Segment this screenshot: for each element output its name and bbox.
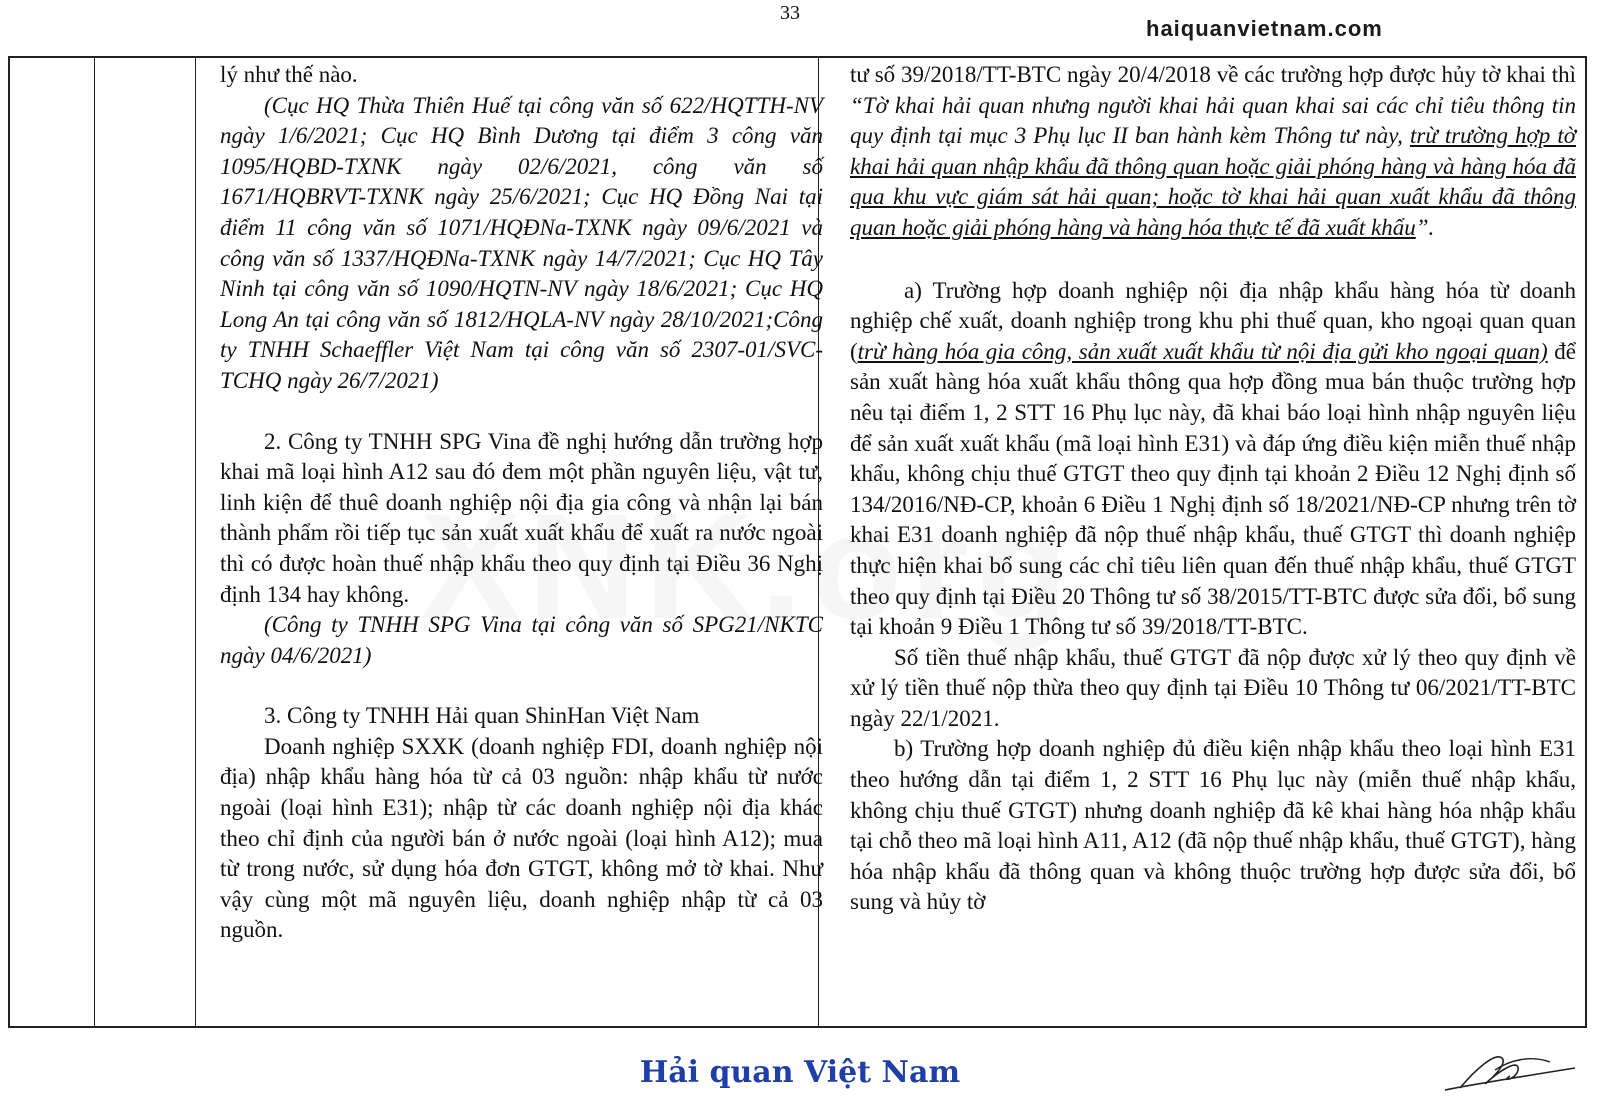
right-p1-start: tư số 39/2018/TT-BTC ngày 20/4/2018 về các trường hợp được hủy tờ khai thì [850,62,1576,87]
right-paragraph-a [850,276,1576,643]
right-pa-start: a) Trường hợp doanh nghiệp nội địa nhập khẩu hàng hóa từ doanh nghiệp chế xuất, doanh nghiệp trong khu phi thuế quan, kho ngoại quan quan ( [850,277,1576,364]
document-table [8,56,1587,1028]
site-url: haiquanvietnam.com [1146,16,1383,41]
right-paragraph-b: b) Trường hợp doanh nghiệp đủ điều kiện nhập khẩu theo loại hình E31 theo hướng dẫn tại điểm 1, 2 STT 16 Phụ lục này (miễn thuế nhập khẩu, không chịu thuế GTGT) nhưng doanh nghiệp đã kê khai hàng hóa nhập khẩu tại chỗ theo mã loại hình A11, A12 (đã nộp thuế nhập khẩu, thuế GTGT), hàng hóa nhập khẩu đã thông quan và không thuộc trường hợp được sửa đổi, bổ sung và hủy tờ [850,736,1576,915]
right-pa-end: để sản xuất hàng hóa xuất khẩu thông qua hợp đồng mua bán thuộc trường hợp nêu tại điểm 1, 2 STT 16 Phụ lục này, đã khai báo loại hình nhập nguyên liệu để sản xuất xuất khẩu (mã loại hình E31) và đáp ứng điều kiện miễn thuế nhập khẩu, không chịu thuế GTGT theo quy định tại khoản 2 Điều 12 Nghị định số 134/2016/NĐ-CP, khoản 6 Điều 1 Nghị định số 18/2021/NĐ-CP nhưng trên tờ khai E31 doanh nghiệp đã nộp thuế nhập khẩu, thuế GTGT thì doanh nghiệp thực hiện khai bổ sung các chỉ tiêu liên quan đến thuế nhập khẩu, thuế GTGT theo quy định tại Điều 20 Thông tư số 38/2015/TT-BTC được sửa đổi, bổ sung tại khoản 9 Điều 1 Thông tư số 39/2018/TT-BTC. [850,338,1576,640]
right-paragraph-1 [850,60,1576,244]
left-column [206,60,831,946]
left-item-2: 2. Công ty TNHH SPG Vina đề nghị hướng dẫn trường hợp khai mã loại hình A12 sau đó đem một phần nguyên liệu, vật tư, linh kiện để thuê doanh nghiệp nội địa gia công và nhận lại bán thành phẩm rồi tiếp tục sản xuất xuất khẩu để xuất ra nước ngoài thì có được hoàn thuế nhập khẩu theo quy định tại Điều 36 Nghị định 134 hay không. [220,428,823,607]
left-citation-2: (Công ty TNHH SPG Vina tại công văn số SPG21/NKTC ngày 04/6/2021) [220,612,823,668]
left-item-3-title: 3. Công ty TNHH Hải quan ShinHan Việt Nam [264,703,700,729]
column-divider-2 [195,58,196,1026]
page-number: 33 [780,2,800,24]
right-p1-quote: “Tờ khai hải quan nhưng người khai hải quan khai sai các chỉ tiêu thông tin quy định tại mục 3 Phụ lục II ban hành kèm Thông tư này, [850,92,1576,149]
right-paragraph-tax: Số tiền thuế nhập khẩu, thuế GTGT đã nộp được xử lý theo quy định về xử lý tiền thuế nộp thừa theo quy định tại Điều 10 Thông tư 06/2021/TT-BTC ngày 22/1/2021. [850,644,1576,731]
right-pa-underlined: trừ hàng hóa gia công, sản xuất xuất khẩu từ nội địa gửi kho ngoại quan) [857,338,1548,364]
left-intro: lý như thế nào. [220,62,358,87]
column-divider-1 [94,58,95,1026]
footer-brand: Hải quan Việt Nam [639,1055,961,1090]
right-p1-underlined: trừ trường hợp tờ khai hải quan nhập khẩu đã thông quan hoặc giải phóng hàng và hàng hóa đã qua khu vực giám sát hải quan; hoặc tờ khai hải quan xuất khẩu đã thông quan hoặc giải phóng hàng và hàng hóa thực tế đã xuất khẩu [850,123,1576,240]
left-citation-1: (Cục HQ Thừa Thiên Huế tại công văn số 622/HQTTH-NV ngày 1/6/2021; Cục HQ Bình Dương tại điểm 3 công văn 1095/HQBD-TXNK ngày 02/6/2021, công văn số 1671/HQBRVT-TXNK ngày 25/6/2021; Cục HQ Đồng Nai tại điểm 11 công văn số 1071/HQĐNa-TXNK ngày 09/6/2021 và công văn số 1337/HQĐNa-TXNK ngày 14/7/2021; Cục HQ Tây Ninh tại công văn số 1090/HQTN-NV ngày 18/6/2021; Cục HQ Long An tại công văn số 1812/HQLA-NV ngày 28/10/2021;Công ty TNHH Schaeffler Việt Nam tại công văn số 2307-01/SVC-TCHQ ngày 26/7/2021) [220,92,823,393]
signature-image [1440,1040,1580,1100]
left-item-3-body: Doanh nghiệp SXXK (doanh nghiệp FDI, doanh nghiệp nội địa) nhập khẩu hàng hóa từ cả 03 nguồn: nhập khẩu từ nước ngoài (loại hình E31); nhập từ các doanh nghiệp nội địa khác theo chỉ định của người bán ở nước ngoài (loại hình A12); mua từ trong nước, sử dụng hóa đơn GTGT, không mở tờ khai. Như vậy cùng một mã nguyên liệu, doanh nghiệp nhập từ cả 03 nguồn. [220,733,823,943]
right-p1-end: ”. [1415,214,1435,240]
right-column [840,60,1586,918]
